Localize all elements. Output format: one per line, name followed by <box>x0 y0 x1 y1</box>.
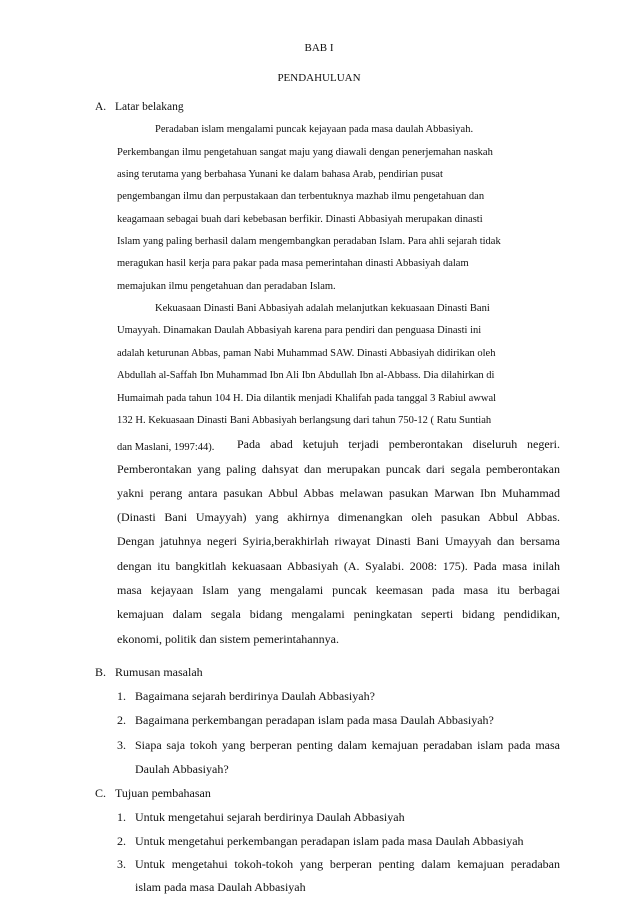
paragraph-line-mixed <box>117 437 560 455</box>
paragraph-line: kemajuan dalam segala bidang mengalami peningkatan seperti bidang pendidikan, <box>117 607 560 622</box>
paragraph-line: masa kejayaan Islam yang mengalami puncak keemasan pada masa itu berbagai <box>117 583 560 598</box>
paragraph-line: Dengan jatuhnya negeri Syiria,berakhirlah riwayat Dinasti Bani Umayyah dan bersama <box>117 534 560 549</box>
paragraph-line: (Dinasti Bani Umayyah) yang akhirnya dimenangkan oleh pasukan Abbul Abbas. <box>117 510 560 525</box>
section-c-title: Tujuan pembahasan <box>115 786 211 801</box>
list-item-text: Siapa saja tokoh yang berperan penting dalam kemajuan peradaban islam pada masa <box>135 737 560 752</box>
list-item-continuation: Daulah Abbasiyah? <box>135 761 229 776</box>
list-item-text: Bagaimana perkembangan peradapan islam pada masa Daulah Abbasiyah? <box>135 713 494 728</box>
paragraph-line: Kekuasaan Dinasti Bani Abbasiyah adalah melanjutkan kekuasaan Dinasti Bani <box>155 303 490 315</box>
list-item-text: Untuk mengetahui sejarah berdirinya Daulah Abbasiyah <box>135 810 405 825</box>
list-item-text: Untuk mengetahui tokoh-tokoh yang berperan penting dalam kemajuan peradaban <box>135 857 560 872</box>
list-item-number: 3. <box>117 737 126 752</box>
paragraph-line: Pemberontakan yang paling dahsyat dan merupakan puncak dari segala pemberontakan <box>117 461 560 476</box>
paragraph-line: Humaimah pada tahun 104 H. Dia dilantik menjadi Khalifah pada tanggal 3 Rabiul awwal <box>117 392 497 404</box>
paragraph-line: Islam yang paling berhasil dalam mengembangkan peradaban Islam. Para ahli sejarah tidak <box>117 236 501 248</box>
paragraph-line: dengan itu bangkitlah kekuasaan Abbasiyah (A. Syalabi. 2008: 175). Pada masa inilah <box>117 558 560 573</box>
chapter-title: PENDAHULUAN <box>277 72 361 84</box>
section-b-title: Rumusan masalah <box>115 664 203 679</box>
list-item-text: Bagaimana sejarah berdirinya Daulah Abbasiyah? <box>135 688 375 703</box>
paragraph-line-tail: Pada abad ketujuh terjadi pemberontakan diseluruh negeri. <box>237 437 560 452</box>
paragraph-line: Umayyah. Dinamakan Daulah Abbasiyah karena para pendiri dan penguasa Dinasti ini <box>117 325 482 337</box>
paragraph-line: Peradaban islam mengalami puncak kejayaan pada masa daulah Abbasiyah. <box>155 124 474 136</box>
section-c-letter: C. <box>95 786 107 801</box>
paragraph-line: meragukan hasil kerja para pakar pada masa pemerintahan dinasti Abbasiyah dalam <box>117 258 469 270</box>
list-item-number: 1. <box>117 688 126 703</box>
chapter-heading: BAB I <box>304 42 334 54</box>
paragraph-line: pengembangan ilmu dan perpustakaan dan terbentuknya mazhab ilmu pengetahuan dan <box>117 191 485 203</box>
list-item-number: 1. <box>117 810 126 825</box>
section-b-letter: B. <box>95 664 107 679</box>
paragraph-line: adalah keturunan Abbas, paman Nabi Muhammad SAW. Dinasti Abbasiyah didirikan oleh <box>117 347 496 359</box>
paragraph-line: memajukan ilmu pengetahuan dan peradaban Islam. <box>117 280 336 292</box>
paragraph-line: yakni perang antara pasukan Abbul Abbas melawan pasukan Marwan Ibn Muhammad <box>117 485 560 500</box>
list-item-continuation: islam pada masa Daulah Abbasiyah <box>135 880 306 895</box>
paragraph-line: Perkembangan ilmu pengetahuan sangat maju yang diawali dengan penerjemahan naskah <box>117 146 493 158</box>
section-a-title: Latar belakang <box>115 100 184 113</box>
paragraph-line: keagamaan sebagai buah dari kebebasan berfikir. Dinasti Abbasiyah merupakan dinasti <box>117 213 483 225</box>
paragraph-line: asing terutama yang berbahasa Yunani ke dalam bahasa Arab, pendirian pusat <box>117 169 443 180</box>
citation: dan Maslani, 1997:44). <box>117 442 215 454</box>
list-item-number: 2. <box>117 713 126 728</box>
list-item-text: Untuk mengetahui perkembangan peradapan islam pada masa Daulah Abbasiyah <box>135 833 524 848</box>
paragraph-line: 132 H. Kekuasaan Dinasti Bani Abbasiyah berlangsung dari tahun 750-12 ( Ratu Suntiah <box>117 414 492 426</box>
list-item-number: 3. <box>117 857 126 872</box>
paragraph-line: Abdullah al-Saffah Ibn Muhammad Ibn Ali Ibn Abdullah Ibn al-Abbass. Dia dilahirkan di <box>117 370 495 382</box>
paragraph-line: ekonomi, politik dan sistem pemerintahannya. <box>117 631 339 646</box>
list-item-number: 2. <box>117 833 126 848</box>
section-a-letter: A. <box>95 100 107 113</box>
